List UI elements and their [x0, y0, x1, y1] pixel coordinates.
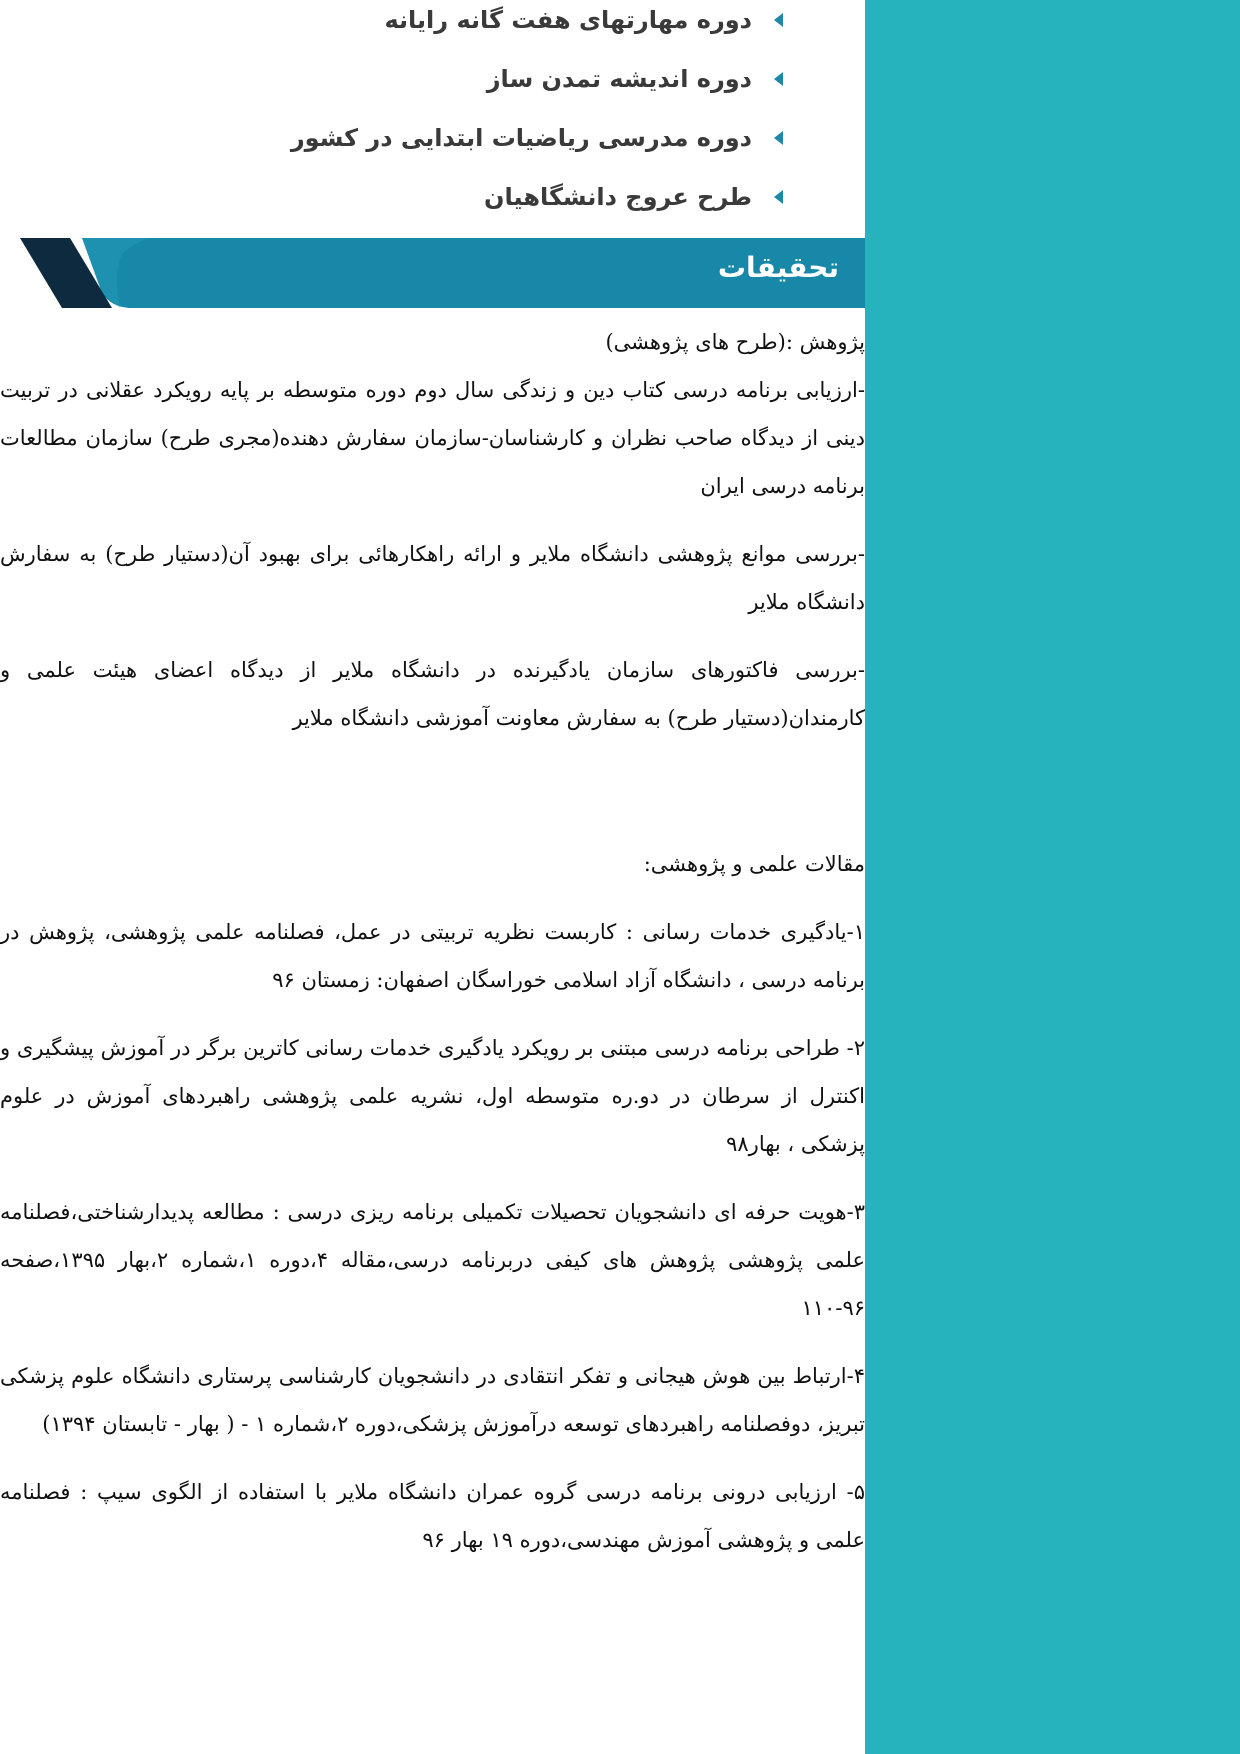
triangle-bullet-icon [774, 131, 783, 145]
course-item[interactable] [291, 118, 791, 158]
article-item: ۵- ارزیابی درونی برنامه درسی گروه عمران دانشگاه ملایر با استفاده از الگوی سیپ : فصلنامه علمی و پژوهشی آموزش مهندسی،دوره ۱۹ بهار ۹۶ [0, 1480, 865, 1552]
research-item: -ارزیابی برنامه درسی کتاب دین و زندگی سال دوم دوره متوسطه بر پایه رویکرد عقلانی در تربیت دینی از دیدگاه صاحب نظران و کارشناسان-سازمان سفارش دهنده(مجری طرح) سازمان مطالعات برنامه درسی ایران [0, 378, 865, 498]
article-item: ۴-ارتباط بین هوش هیجانی و تفکر انتقادی در دانشجویان کارشناسی پرستاری دانشگاه علوم پزشکی تبریز، دوفصلنامه راهبردهای توسعه درآموزش پزشکی،دوره ۲،شماره ۱ - ( بهار - تابستان ۱۳۹۴) [0, 1364, 865, 1436]
triangle-bullet-icon [774, 190, 783, 204]
research-item: -بررسی موانع پژوهشی دانشگاه ملایر و ارائه راهکارهائی برای بهبود آن(دستیار طرح) به سفارش دانشگاه ملایر [0, 542, 865, 614]
course-label: دوره اندیشه تمدن ساز [486, 65, 752, 93]
research-heading: پژوهش :(طرح های پژوهشی) [605, 330, 865, 354]
article-item: ۱-یادگیری خدمات رسانی : کاربست نظریه تربیتی در عمل، فصلنامه علمی پژوهشی، پژوهش در برنامه درسی ، دانشگاه آزاد اسلامی خوراسگان اصفهان: زمستان ۹۶ [0, 920, 865, 992]
section-banner [20, 238, 865, 308]
course-item[interactable] [487, 59, 791, 99]
course-item[interactable] [484, 177, 791, 217]
section-title: تحقیقات [717, 251, 839, 284]
course-label: دوره مهارتهای هفت گانه رایانه [384, 6, 752, 34]
course-label: دوره مدرسی ریاضیات ابتدایی در کشور [290, 124, 752, 152]
triangle-bullet-icon [774, 13, 783, 27]
article-body [0, 318, 865, 1564]
research-item: -بررسی فاکتورهای سازمان یادگیرنده در دانشگاه ملایر از دیدگاه اعضای هیئت علمی و کارمندان(دستیار طرح) به سفارش معاونت آموزشی دانشگاه ملایر [0, 658, 865, 730]
articles-heading: مقالات علمی و پژوهشی: [643, 852, 865, 876]
course-label: طرح عروج دانشگاهیان [484, 183, 752, 211]
triangle-bullet-icon [774, 72, 783, 86]
course-item[interactable] [384, 0, 791, 40]
right-sidebar [865, 0, 1240, 1754]
article-item: ۳-هویت حرفه ای دانشجویان تحصیلات تکمیلی برنامه ریزی درسی : مطالعه پدیدارشناختی،فصلنامه علمی پژوهشی پژوهش های کیفی دربرنامه درسی،مقاله ۴،دوره ۱،شماره ۲،بهار ۱۳۹۵،صفحه ۹۶-۱۱۰ [0, 1200, 866, 1320]
article-item: ۲- طراحی برنامه درسی مبتنی بر رویکرد یادگیری خدمات رسانی کاترین برگر در آموزش پیشگیری و اکنترل از سرطان در دو.ره متوسطه اول، نشریه علمی پژوهشی راهبردهای آموزش در علوم پزشکی ، بهار۹۸ [0, 1036, 865, 1156]
